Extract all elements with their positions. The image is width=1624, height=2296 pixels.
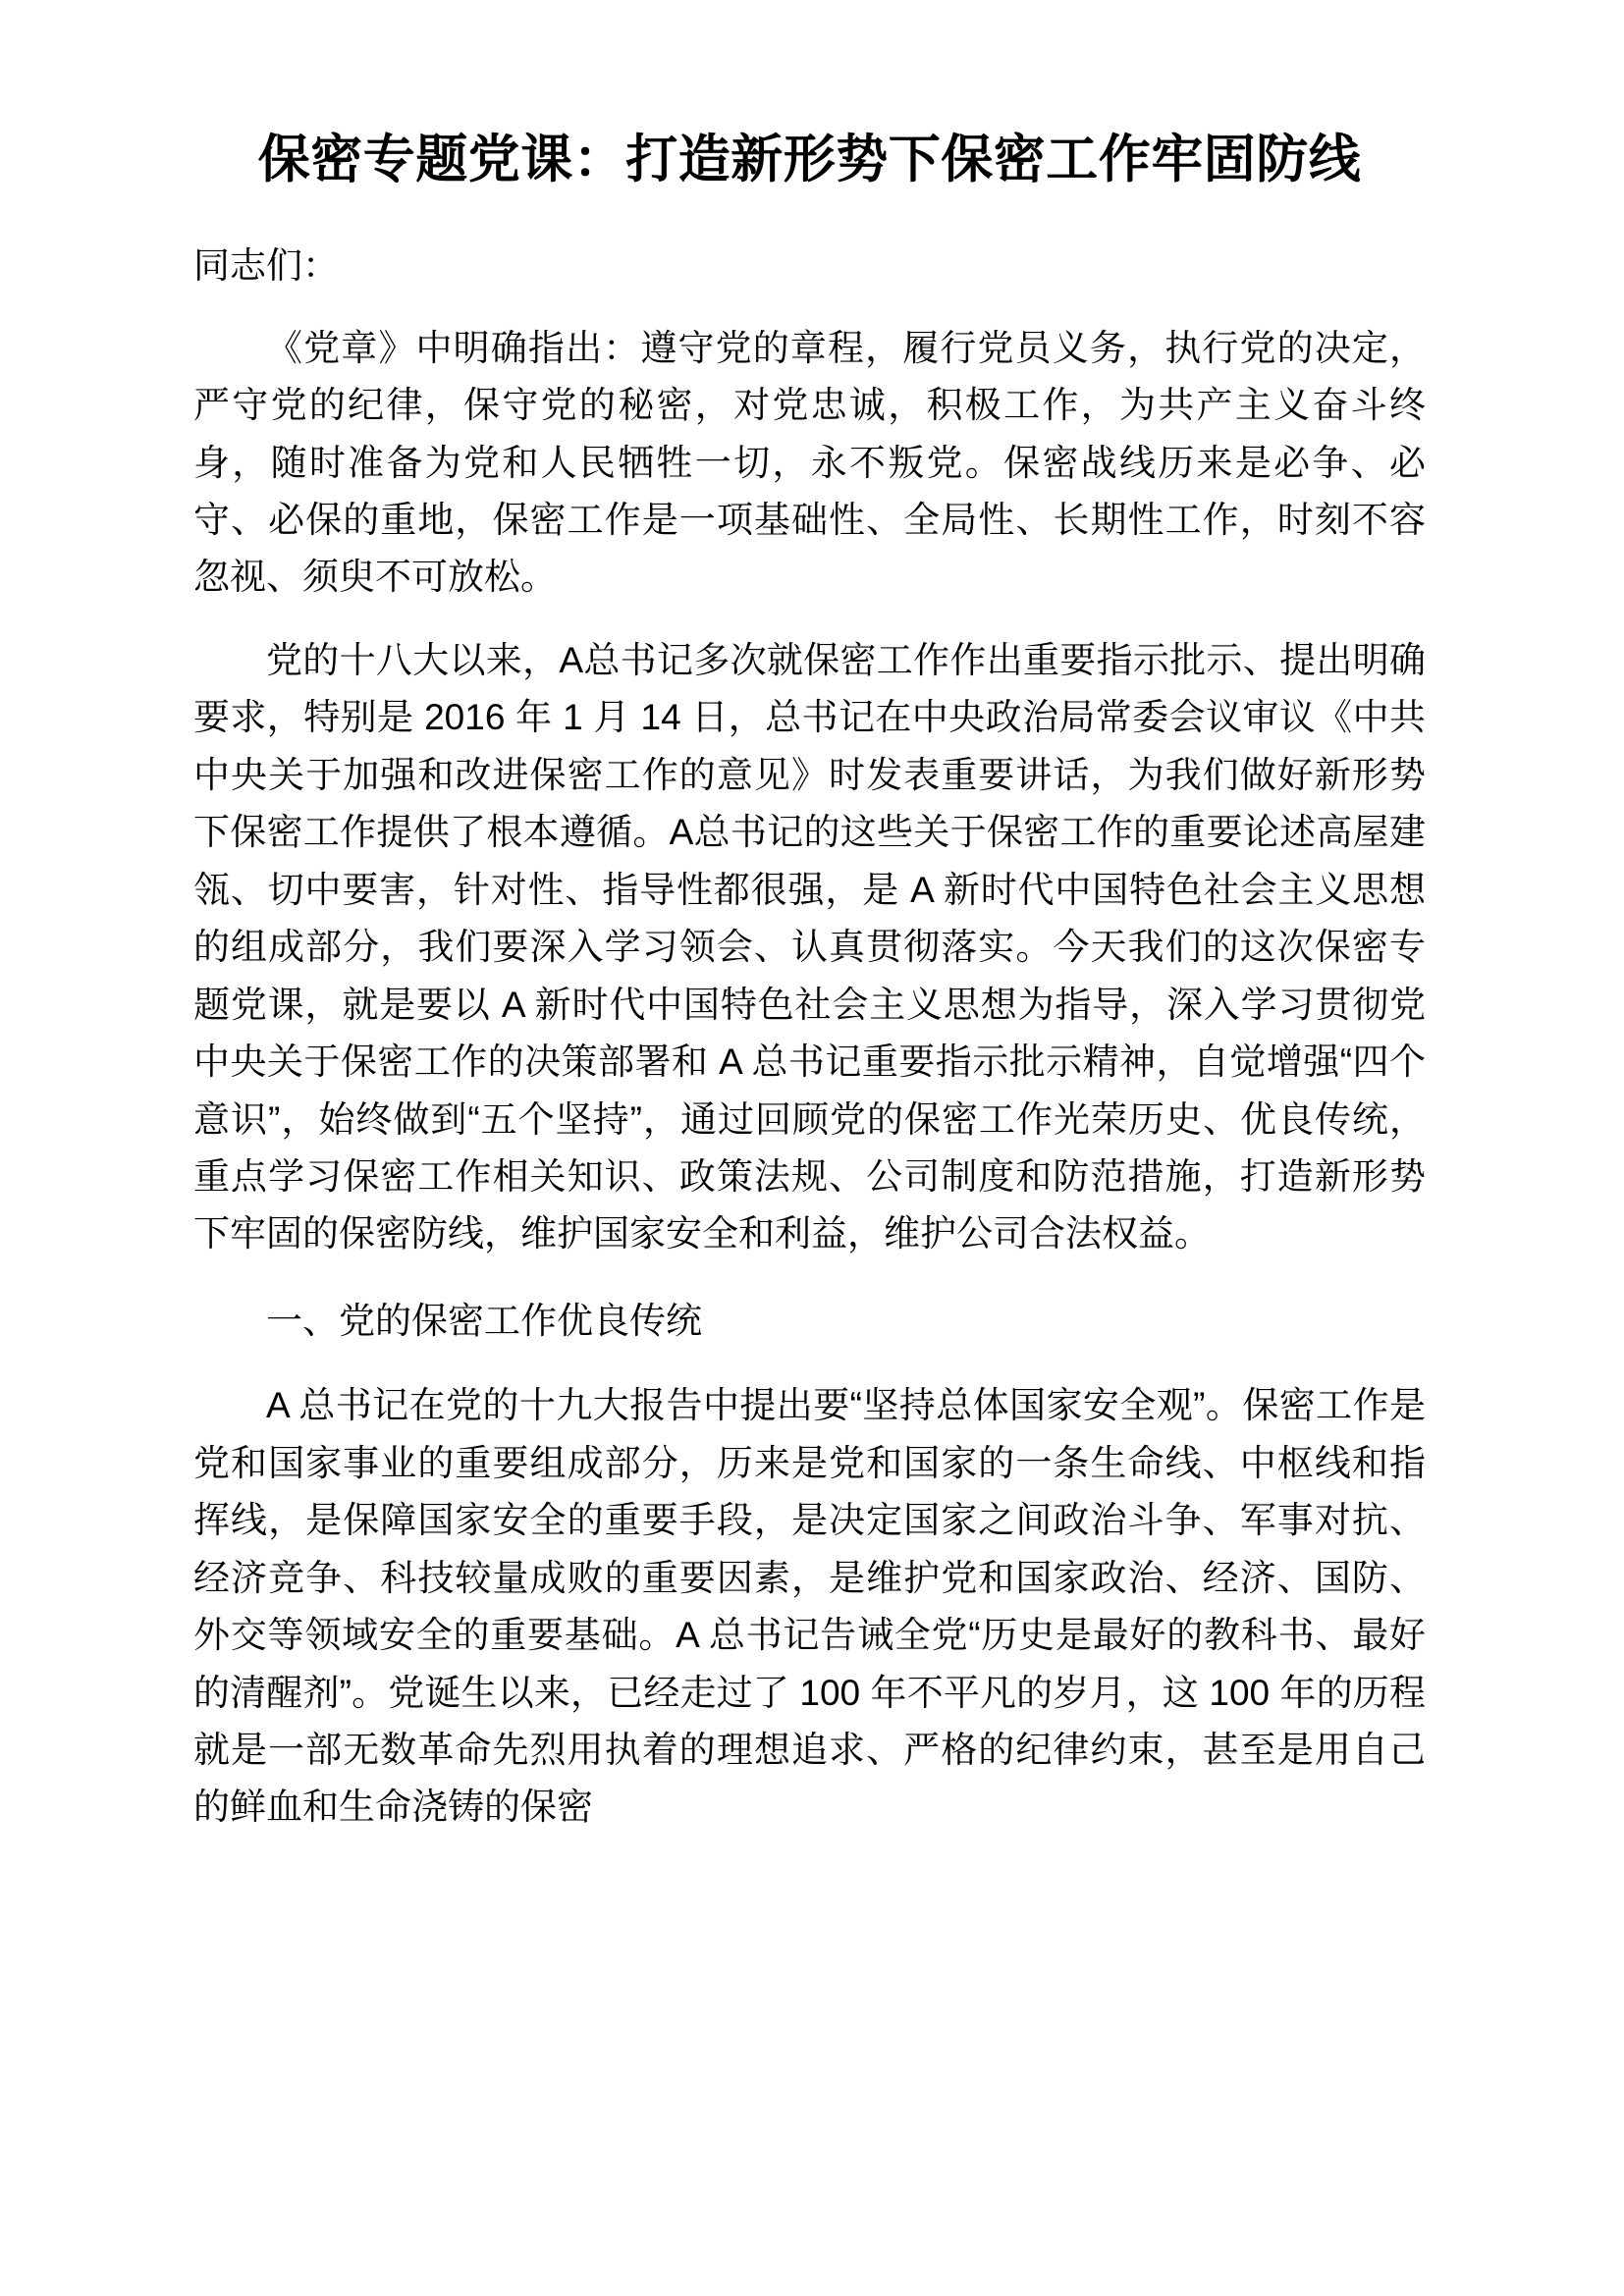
salutation: 同志们： [193,244,339,286]
document-body [193,0,1426,1837]
section-heading-1: 一、党的保密工作优良传统 [266,1300,702,1341]
body-paragraph-3: A 总书记在党的十九大报告中提出要“坚持总体国家安全观”。保密工作是党和国家事业的重要组成部分，历来是党和国家的一条生命线、中枢线和指挥线，是保障国家安全的重要手段，是决定国家之间政治斗争、军事对抗、经济竞争、科技较量成败的重要因素，是维护党和国家政治、经济、国防、外交等领域安全的重要基础。A 总书记告诫全党“历史是最好的教科书、最好的清醒剂”。党诞生以来，已经走过了 100 年不平凡的岁月，这 100 年的历程就是一部无数革命先烈用执着的理想追求、严格的纪律约束，甚至是用自己的鲜血和生命浇铸的保密 [193,1385,1426,1828]
body-paragraph-1: 《党章》中明确指出：遵守党的章程，履行党员义务，执行党的决定，严守党的纪律，保守党的秘密，对党忠诚，积极工作，为共产主义奋斗终身，随时准备为党和人民牺牲一切，永不叛党。保密战线历来是必争、必守、必保的重地，保密工作是一项基础性、全局性、长期性工作，时刻不容忽视、须臾不可放松。 [193,327,1426,598]
body-paragraph-2: 党的十八大以来，A总书记多次就保密工作作出重要指示批示、提出明确要求，特别是 2016 年 1 月 14 日，总书记在中央政治局常委会议审议《中共中央关于加强和改进保密工作的意见》时发表重要讲话，为我们做好新形势下保密工作提供了根本遵循。A总书记的这些关于保密工作的重要论述高屋建瓴、切中要害，针对性、指导性都很强，是 A 新时代中国特色社会主义思想的组成部分，我们要深入学习领会、认真贯彻落实。今天我们的这次保密专题党课，就是要以 A 新时代中国特色社会主义思想为指导，深入学习贯彻党中央关于保密工作的决策部署和 A 总书记重要指示批示精神，自觉增强“四个意识”，始终做到“五个坚持”，通过回顾党的保密工作光荣历史、优良传统，重点学习保密工作相关知识、政策法规、公司制度和防范措施，打造新形势下牢固的保密防线，维护国家安全和利益，维护公司合法权益。 [193,639,1426,1255]
page-title: 保密专题党课：打造新形势下保密工作牢固防线 [257,131,1362,188]
